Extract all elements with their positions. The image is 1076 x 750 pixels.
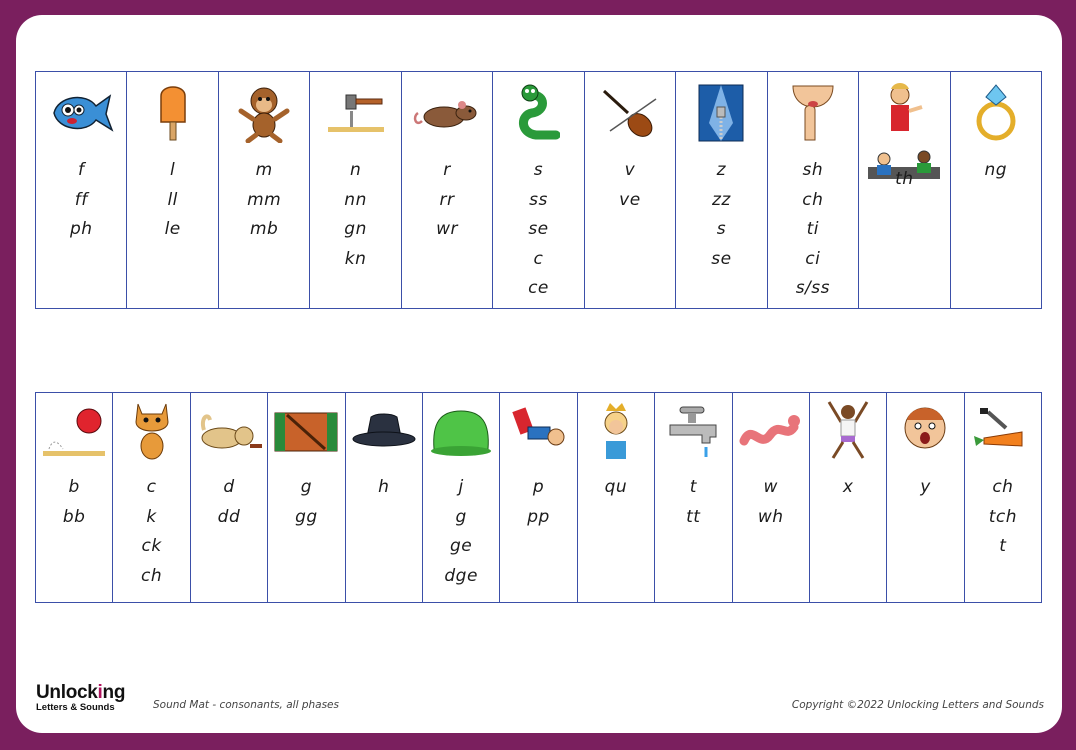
grapheme: gn	[344, 219, 367, 239]
grapheme-list	[895, 165, 913, 195]
grapheme: y	[920, 477, 931, 497]
grapheme: ng	[984, 160, 1008, 180]
shush-icon	[789, 84, 837, 142]
grapheme: kn	[344, 248, 367, 269]
grapheme: ff	[74, 189, 88, 210]
grapheme-list	[165, 156, 181, 245]
grapheme: ch	[992, 477, 1014, 497]
grapheme: mm	[247, 189, 282, 210]
paint-brush-icon	[508, 401, 570, 461]
sound-cell-f	[36, 72, 127, 308]
grapheme-list	[436, 156, 458, 245]
grapheme: d	[223, 477, 235, 497]
grapheme: ci	[805, 248, 821, 269]
grapheme: v	[624, 160, 636, 180]
logo-text: Unlock	[36, 682, 98, 703]
grapheme-list	[843, 473, 854, 503]
grapheme: z	[716, 160, 727, 180]
grapheme-list	[686, 473, 700, 532]
grapheme: wr	[436, 219, 458, 239]
grapheme: se	[528, 219, 549, 239]
rat-icon	[412, 93, 482, 133]
sound-cell-t	[655, 393, 732, 602]
sound-cell-ng	[951, 72, 1041, 308]
grapheme: b	[68, 477, 80, 497]
grapheme: dd	[217, 506, 241, 527]
grapheme-list	[63, 473, 86, 532]
ice-lolly-icon	[155, 82, 191, 144]
sound-cell-d	[191, 393, 268, 602]
grapheme-list	[444, 473, 478, 591]
grapheme: ph	[69, 219, 93, 239]
sound-cell-y	[887, 393, 964, 602]
grapheme-list	[295, 473, 318, 532]
sound-cell-b	[36, 393, 113, 602]
sound-cell-s	[493, 72, 584, 308]
grapheme: ch	[802, 189, 824, 210]
sound-cell-j	[423, 393, 500, 602]
chop-carrot-icon	[970, 406, 1036, 456]
grapheme-list	[796, 156, 830, 304]
sound-cell-qu	[578, 393, 655, 602]
jelly-icon	[428, 405, 494, 457]
sound-cell-v	[585, 72, 676, 308]
grapheme: l	[170, 160, 176, 180]
grapheme-list	[247, 156, 281, 245]
grapheme: wh	[757, 506, 784, 527]
gate-icon	[273, 407, 339, 455]
grapheme: ss	[529, 189, 548, 210]
grapheme: c	[146, 477, 157, 497]
sound-cell-x	[810, 393, 887, 602]
grapheme: ck	[141, 536, 162, 556]
grapheme: nn	[344, 189, 367, 210]
consonant-row-2	[35, 392, 1042, 603]
grapheme: gg	[295, 506, 318, 527]
sound-cell-ch	[965, 393, 1041, 602]
grapheme: se	[711, 248, 732, 269]
queen-icon	[594, 401, 638, 461]
grapheme-list	[528, 156, 549, 304]
ball-icon	[41, 403, 107, 459]
sound-cell-n	[310, 72, 401, 308]
sound-cell-th	[859, 72, 950, 308]
grapheme-list	[218, 473, 241, 532]
grapheme: ch	[141, 565, 163, 586]
grapheme: dge	[444, 565, 478, 586]
grapheme: tt	[686, 506, 701, 527]
grapheme: ce	[528, 278, 549, 298]
grapheme: k	[146, 506, 157, 527]
grapheme: c	[533, 248, 544, 269]
girl-star-jump-icon	[823, 400, 873, 462]
grapheme-list	[758, 473, 784, 532]
grapheme: h	[378, 477, 390, 497]
grapheme: pp	[527, 506, 550, 527]
sound-cell-z	[676, 72, 767, 308]
grapheme-list	[527, 473, 550, 532]
grapheme-list	[378, 473, 389, 503]
copyright-notice: Copyright ©2022 Unlocking Letters and Sounds	[791, 699, 1044, 711]
grapheme: g	[300, 477, 312, 497]
grapheme-list	[619, 156, 641, 215]
grapheme: j	[458, 477, 464, 497]
logo-keyhole-letter: i	[97, 682, 103, 703]
grapheme: le	[164, 219, 181, 239]
grapheme: th	[895, 169, 914, 189]
hammer-nail-icon	[326, 89, 386, 137]
grapheme: zz	[711, 189, 731, 210]
grapheme: s	[716, 219, 727, 239]
sound-cell-sh	[768, 72, 859, 308]
grapheme: p	[532, 477, 545, 497]
tap-icon	[662, 403, 724, 459]
grapheme: g	[455, 506, 467, 527]
snake-icon	[516, 83, 560, 143]
fish-icon	[46, 88, 116, 138]
grapheme-list	[984, 156, 1007, 186]
grapheme: x	[842, 477, 854, 497]
boy-shouting-icon	[897, 400, 953, 462]
sound-cell-l	[127, 72, 218, 308]
grapheme-list	[141, 473, 162, 591]
zip-icon	[697, 83, 745, 143]
grapheme: mb	[249, 219, 279, 239]
hat-icon	[351, 409, 417, 453]
grapheme: sh	[802, 160, 824, 180]
sound-cell-g	[268, 393, 345, 602]
logo-subtext: Letters & Sounds	[36, 702, 115, 713]
grapheme: bb	[62, 506, 86, 527]
grapheme: t	[689, 477, 697, 497]
sound-cell-p	[500, 393, 577, 602]
mat-subtitle: Sound Mat - consonants, all phases	[153, 699, 339, 711]
grapheme: r	[443, 160, 451, 180]
grapheme: w	[763, 477, 778, 497]
grapheme-list	[989, 473, 1017, 562]
ring-icon	[974, 83, 1018, 143]
logo-text-end: ng	[102, 682, 126, 703]
grapheme: qu	[604, 477, 628, 497]
sound-cell-m	[219, 72, 310, 308]
grapheme: ll	[167, 189, 178, 210]
grapheme-list	[605, 473, 628, 503]
sound-cell-h	[346, 393, 423, 602]
worm-icon	[738, 409, 804, 453]
grapheme: t	[999, 536, 1007, 556]
sound-cell-c	[113, 393, 190, 602]
sound-cell-w	[733, 393, 810, 602]
grapheme: tch	[988, 506, 1018, 527]
grapheme-list	[920, 473, 931, 503]
monkey-icon	[236, 83, 292, 143]
grapheme: rr	[439, 189, 455, 210]
unlocking-letters-sounds-logo	[36, 683, 125, 713]
cat-icon	[124, 400, 180, 462]
consonant-row-1	[35, 71, 1042, 309]
grapheme: ti	[806, 219, 820, 239]
grapheme: s/ss	[795, 278, 830, 298]
grapheme-list	[344, 156, 367, 274]
grapheme: f	[77, 160, 85, 180]
grapheme: m	[255, 160, 273, 180]
grapheme-list	[70, 156, 93, 245]
sound-cell-r	[402, 72, 493, 308]
grapheme: s	[533, 160, 544, 180]
grapheme: ge	[450, 536, 473, 556]
dog-icon	[194, 406, 264, 456]
grapheme: ve	[619, 189, 641, 210]
grapheme: n	[349, 160, 362, 180]
violin-icon	[600, 85, 660, 141]
grapheme-list	[711, 156, 731, 274]
